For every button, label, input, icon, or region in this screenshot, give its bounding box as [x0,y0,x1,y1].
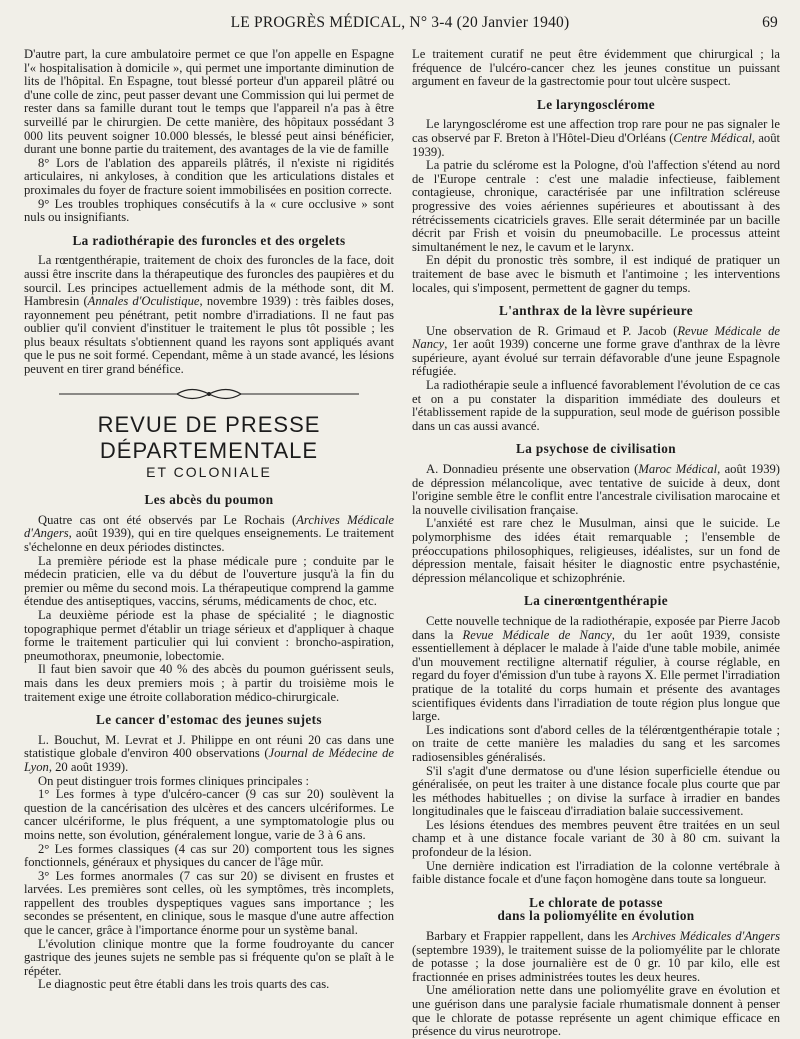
section-heading-abces: Les abcès du poumon [144,492,274,508]
section-heading-anthrax: L'anthrax de la lèvre supérieure [499,303,693,319]
section-heading-furoncles: La radiothérapie des furoncles et des orgelets [72,232,346,248]
paragraph: La radiothérapie seule a influencé favorablement l'évolution de ce cas et on a pu constater la disparition immédiate des douleurs et l'établissement rapide de la suppuration, seul mode de guérison possible dans un cas aussi avancé. [412,378,780,433]
section-heading-chlorate-sub: dans la poliomyélite en évolution [497,908,695,924]
paragraph: Une amélioration nette dans une poliomyélite grave en évolution et une guérison dans une paralysie faciale rhumatismale donnent à penser que le chlorate de potasse représente un agent chimique efficace en présence du virus neurotrope. [412,983,780,1039]
paragraph: S'il s'agit d'une dermatose ou d'une lésion superficielle étendue ou généralisée, on peut les traiter à une distance focale plus courte que par les méthodes habituelles ; on divise la surface à irradier en bandes longitudinales que le faisceau d'irradiation balaie successivement. [412,763,780,819]
left-column [24,48,394,992]
paragraph: Quatre cas ont été observés par Le Rochais (Archives Médicale d'Angers, août 1939), qui en tire quelques enseignements. Le traitement s'échelonne en deux périodes distinctes. [24,512,395,555]
running-header [22,14,778,32]
paragraph: 8° Lors de l'ablation des appareils plâtrés, il n'existe ni rigidités articulaires, ni ankyloses, à condition que les articulations distales et proximales du foyer de fracture soient immobilisées en position correcte. [24,155,394,197]
paragraph: La première période est la phase médicale pure ; conduite par le médecin praticien, elle va du début de l'ouverture jusqu'à la fin du premier ou même du second mois. La thérapeutique comprend la gamme étendue des antiseptiques, vaccins, sérums, médicaments de choc, etc. [24,553,394,609]
section-heading-estomac: Le cancer d'estomac des jeunes sujets [96,712,322,728]
paragraph: 1° Les formes à type d'ulcéro-cancer (9 cas sur 20) soulèvent la question de la cancérisation des ulcères et des cancers ulcériformes. Le cancer ulcériforme, le plus fréquent, a une symptomatologie plus ou moins nette, son évolution, généralement longue, varie de 3 à 6 ans. [24,787,394,842]
paragraph: Barbary et Frappier rappellent, dans les Archives Médicales d'Angers (septembre 1939), le traitement suisse de la poliomyélite par le chlorate de potasse ; la dose journalière est de 0 gr. 10 par kilo, elle est fractionnée en prises administrées toutes les deux heures. [412,929,781,984]
paragraph: 3° Les formes anormales (7 cas sur 20) se divisent en frustes et larvées. Les premières sont celles, où les symptômes, très incomplets, rappellent des troubles dyspeptiques vagues sans importance ; les secondes se présentent, en clinique, sous le masque d'une autre affection que le cancer, grâce à l'importance énorme pour un système banal. [24,868,394,938]
paragraph: Il faut bien savoir que 40 % des abcès du poumon guérissent seuls, mais dans les deux premiers mois ; à partir du troisième mois le traitement exige une étroite collaboration médico-chirurgicale. [24,662,394,704]
paragraph: La patrie du sclérome est la Pologne, d'où l'affection s'étend au nord de l'Europe centrale : c'est une maladie infectieuse, faiblement contagieuse, chronique, caractérisée par une infiltration scléreuse progressive des voies aériennes supérieures et aboutissant à des rétrécissements cicatriciels graves. Elle serait déterminée par un bacille décrit par Frish et voisin du pneumobacille. Le processus atteint simultanément le nez, le cavum et le larynx. [412,158,780,254]
paragraph: Le laryngosclérome est une affection trop rare pour ne pas signaler le cas observé par F. Breton à l'Hôtel-Dieu d'Orléans (Centre Médical, août 1939). [412,117,780,159]
paragraph: 2° Les formes classiques (4 cas sur 20) comportent tous les signes fonctionnels, généraux et physiques du cancer de l'âge mûr. [24,841,394,870]
paragraph: A. Donnadieu présente une observation (Maroc Médical, août 1939) de dépression mélancolique, avec tentative de suicide à deux, dont l'origine semble être le conflit entre l'ancestrale civilisation marocaine et la nouvelle civilisation française. [412,462,780,517]
journal-citation: Archives Médicales d'Angers [632,929,781,944]
section-heading-chlorate: Le chlorate de potasse [529,894,663,910]
paragraph: La rœntgenthérapie, traitement de choix des furoncles de la face, doit aussi être inscrite dans la thérapeutique des furoncles des paupières et du sourcil. Les principes actuellement admis de la méthode sont, dit M. Hambresin (Annales d'Oculistique, novembre 1939) : très faibles doses, rayonnement peu pénétrant, petit nombre d'irradiations. Il ne faut pas oublier qu'il convient d'instituer le traitement le plus tôt possible ; les plus beaux résultats s'obtiennent quand les rayons sont appliqués avant que le pus ne soit formé. Cependant, même à un stade avancé, les lésions peuvent en tirer grand bénéfice. [24,253,394,377]
journal-title: LE PROGRÈS MÉDICAL, N° 3-4 (20 Janvier 1940) [230,14,570,31]
paragraph: Le diagnostic peut être établi dans les trois quarts des cas. [38,977,330,992]
paragraph: En dépit du pronostic très sombre, il est indiqué de pratiquer un traitement de base avec le bismuth et l'antimoine ; les interventions locales, qui s'imposent, permettent de gagner du temps. [412,253,780,295]
journal-citation: Revue Médicale de Nancy [462,627,612,642]
journal-citation: Maroc Médical [638,462,718,477]
paragraph: 9° Les troubles trophiques consécutifs à la « cure occlusive » sont nuls ou insignifiants. [24,196,394,225]
journal-citation: Centre Médical [673,130,752,145]
journal-citation: Archives Médicale d'Angers [24,512,395,541]
ornament-divider [24,388,394,400]
journal-citation: Revue Médicale de Nancy [412,323,780,352]
section-heading-psychose: La psychose de civilisation [516,441,676,457]
paragraph: Une observation de R. Grimaud et P. Jacob (Revue Médicale de Nancy, 1er août 1939) concerne une forme grave d'anthrax de la lèvre supérieure, ayant évolué sur terrain défavorable d'une jeune Espagnole réfugiée. [412,323,780,379]
paragraph: Les lésions étendues des membres peuvent être traitées en un seul champ et à une distance focale variant de 30 à 80 cm. suivant la profondeur de la lésion. [412,817,780,860]
paragraph: Le traitement curatif ne peut être évidemment que chirurgical ; la fréquence de l'ulcéro-cancer chez les jeunes constitue un puissant argument en faveur de la gastrectomie pour tout ulcère suspect. [412,47,780,89]
journal-citation: Journal de Médecine de Lyon [24,746,394,774]
journal-citation: Annales d'Oculistique [87,294,200,309]
paragraph: Les indications sont d'abord celles de la télérœntgenthérapie totale ; on traite de cette manière les maladies du sang et les sarcomes radiosensibles généralisés. [412,722,780,764]
paragraph: L'évolution clinique montre que la forme foudroyante du cancer gastrique des jeunes sujets ne semble pas si fréquente qu'on se plaît à le répéter. [24,936,394,978]
paragraph: Cette nouvelle technique de la radiothérapie, exposée par Pierre Jacob dans la Revue Médicale de Nancy, du 1er août 1939, consiste essentiellement à déplacer le malade à l'aide d'une table mobile, animée d'un mouvement rectiligne alternatif régulier, à course réglable, en regard du foyer d'émission d'un tube à rayons X. Elle permet l'irradiation pratique de la totalité du corps humain et présente des avantages scientifiques évidents dans l'irradiation de toute région plus longue que large. [412,613,780,724]
right-column [412,48,780,1039]
section-heading-cinerontgen: La cinerœntgenthérapie [524,593,668,609]
paragraph: L. Bouchut, M. Levrat et J. Philippe en ont réuni 20 cas dans une statistique globale d'environ 400 observations (Journal de Médecine de Lyon, 20 août 1939). [24,732,394,774]
page-number: 69 [762,14,778,31]
rubric-subtitle: ET COLONIALE [146,463,272,480]
paragraph: Une dernière indication est l'irradiation de la colonne vertébrale à faible distance focale et d'une façon homogène dans toute sa longueur. [412,858,780,887]
paragraph: L'anxiété est rare chez le Musulman, ainsi que le suicide. Le polymorphisme des idées était remarquable ; l'ensemble de préoccupations philosophiques, religieuses, idéalistes, sur un fond de dépression mentale, faisait hésiter le diagnostic entre psychasténie, dépression mélancolique et schizophrénie. [412,516,780,585]
rubric-title: REVUE DE PRESSE DÉPARTEMENTALE [97,411,321,463]
section-heading-laryngosclerome: Le laryngosclérome [537,96,655,112]
paragraph: D'autre part, la cure ambulatoire permet ce que l'on appelle en Espagne l'« hospitalisation à domicile », qui permet une importante diminution de lits de l'hôpital. En Espagne, tout blessé porteur d'un appareil plâtré ou d'une colle de zinc, peut passer devant une Commission qui lui permet de rester dans sa famille durant tout le temps que l'appareil n'a pas à être surveillé par le chirurgien. De cette manière, des hôpitaux possédant 3 000 lits peuvent soigner 10.000 blessés, le blessé peut ainsi bénéficier, durant une bonne partie du traitement, des avantages de la vie de famille [24,47,394,157]
paragraph: On peut distinguer trois formes cliniques principales : [38,773,310,788]
paragraph: La deuxième période est la phase de spécialité ; le diagnostic topographique permet d'établir un triage sérieux et d'appliquer à chaque forme le traitement particulier qui lui convient : broncho-aspiration, pneumothorax, pneumonie, lobectomie. [24,608,394,663]
